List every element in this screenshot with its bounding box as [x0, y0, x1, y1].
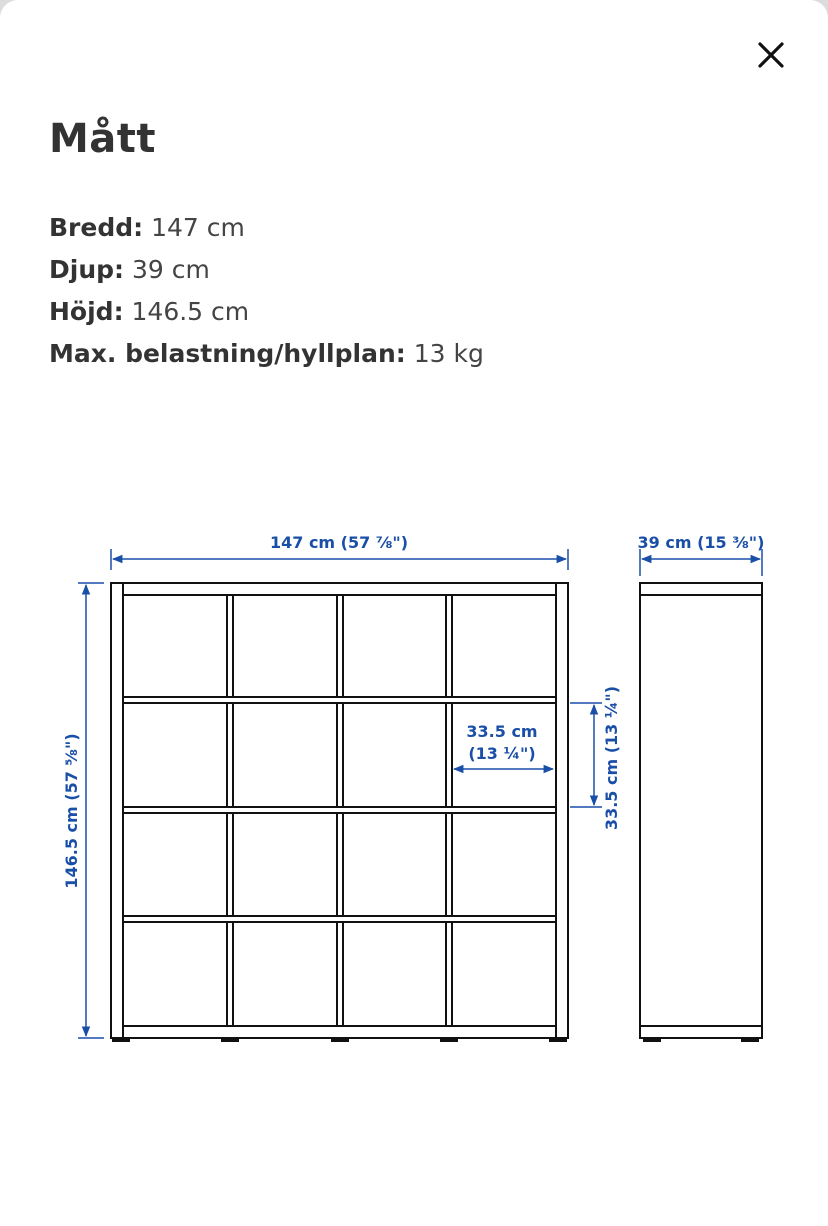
spec-value: 13 kg — [413, 339, 484, 368]
spec-label: Max. belastning/hyllplan: — [49, 339, 406, 368]
spec-label: Bredd: — [49, 213, 144, 242]
page-title: Mått — [49, 116, 157, 162]
spec-label: Höjd: — [49, 297, 124, 326]
cell-width-label-inch: (13 ¼") — [468, 744, 536, 763]
front-view-shelf — [111, 583, 568, 1041]
cell-height-dimension — [570, 703, 602, 807]
side-view-shelf — [640, 583, 762, 1041]
spec-label: Djup: — [49, 255, 125, 284]
cell-height-label: 33.5 cm (13 ¼") — [602, 685, 621, 831]
cell-width-label-cm: 33.5 cm — [466, 722, 538, 741]
width-dimension-label: 147 cm (57 ⅞") — [269, 533, 409, 552]
height-dimension-label: 146.5 cm (57 ⅝") — [62, 733, 81, 889]
width-dimension — [111, 549, 568, 570]
depth-dimension — [640, 549, 762, 576]
depth-dimension-label: 39 cm (15 ⅜") — [637, 533, 765, 552]
height-dimension — [78, 583, 104, 1038]
spec-value: 39 cm — [131, 255, 210, 284]
spec-value: 146.5 cm — [131, 297, 250, 326]
spec-value: 147 cm — [151, 213, 245, 242]
